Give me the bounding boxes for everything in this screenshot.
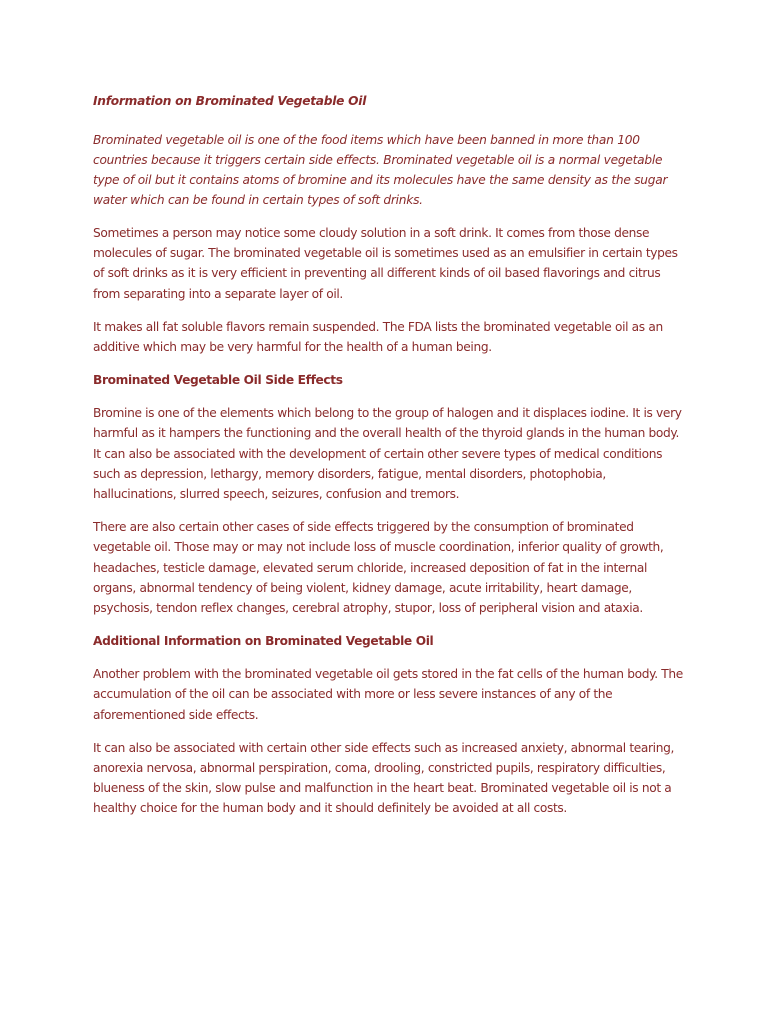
heading-side-effects: Brominated Vegetable Oil Side Effects	[93, 373, 343, 388]
paragraph-conclusion: It can also be associated with certain other side effects such as increased anxiety, abnormal tearing, anorexia nervosa, abnormal perspiration, coma, drooling, constricted pupils, respiratory difficulties, blueness of the skin, slow pulse and malfunction in the heart beat. Brominated vegetable oil is not a healthy choice for the human body and it should definitely be avoided at all costs.	[93, 740, 674, 816]
paragraph-bromine: Bromine is one of the elements which belong to the group of halogen and it displaces iodine. It is very harmful as it hampers the functioning and the overall health of the thyroid glands in the human body. It can also be associated with the development of certain other severe types of medical conditions such as depression, lethargy, memory disorders, fatigue, mental disorders, photophobia, hallucinations, slurred speech, seizures, confusion and tremors.	[93, 406, 682, 502]
paragraph-fda: It makes all fat soluble flavors remain suspended. The FDA lists the brominated vegetable oil as an additive which may be very harmful for the health of a human being.	[93, 319, 663, 355]
document-title: Information on Brominated Vegetable Oil	[93, 94, 367, 108]
document-body	[93, 92, 683, 832]
paragraph-fat-cells: Another problem with the brominated vegetable oil gets stored in the fat cells of the human body. The accumulation of the oil can be associated with more or less severe instances of any of the aforementioned side effects.	[93, 667, 683, 722]
intro-paragraph: Brominated vegetable oil is one of the food items which have been banned in more than 100 countries because it triggers certain side effects. Brominated vegetable oil is a normal vegetable type of oil but it contains atoms of bromine and its molecules have the same density as the sugar water which can be found in certain types of soft drinks.	[93, 133, 668, 207]
heading-additional-information: Additional Information on Brominated Vegetable Oil	[93, 634, 434, 649]
paragraph-other-side-effects: There are also certain other cases of side effects triggered by the consumption of brominated vegetable oil. Those may or may not include loss of muscle coordination, inferior quality of growth, headaches, testicle damage, elevated serum chloride, increased deposition of fat in the internal organs, abnormal tendency of being violent, kidney damage, acute irritability, heart damage, psychosis, tendon reflex changes, cerebral atrophy, stupor, loss of peripheral vision and ataxia.	[93, 520, 664, 616]
paragraph-cloudy-solution: Sometimes a person may notice some cloudy solution in a soft drink. It comes from those dense molecules of sugar. The brominated vegetable oil is sometimes used as an emulsifier in certain types of soft drinks as it is very efficient in preventing all different kinds of oil based flavorings and citrus from separating into a separate layer of oil.	[93, 226, 678, 301]
